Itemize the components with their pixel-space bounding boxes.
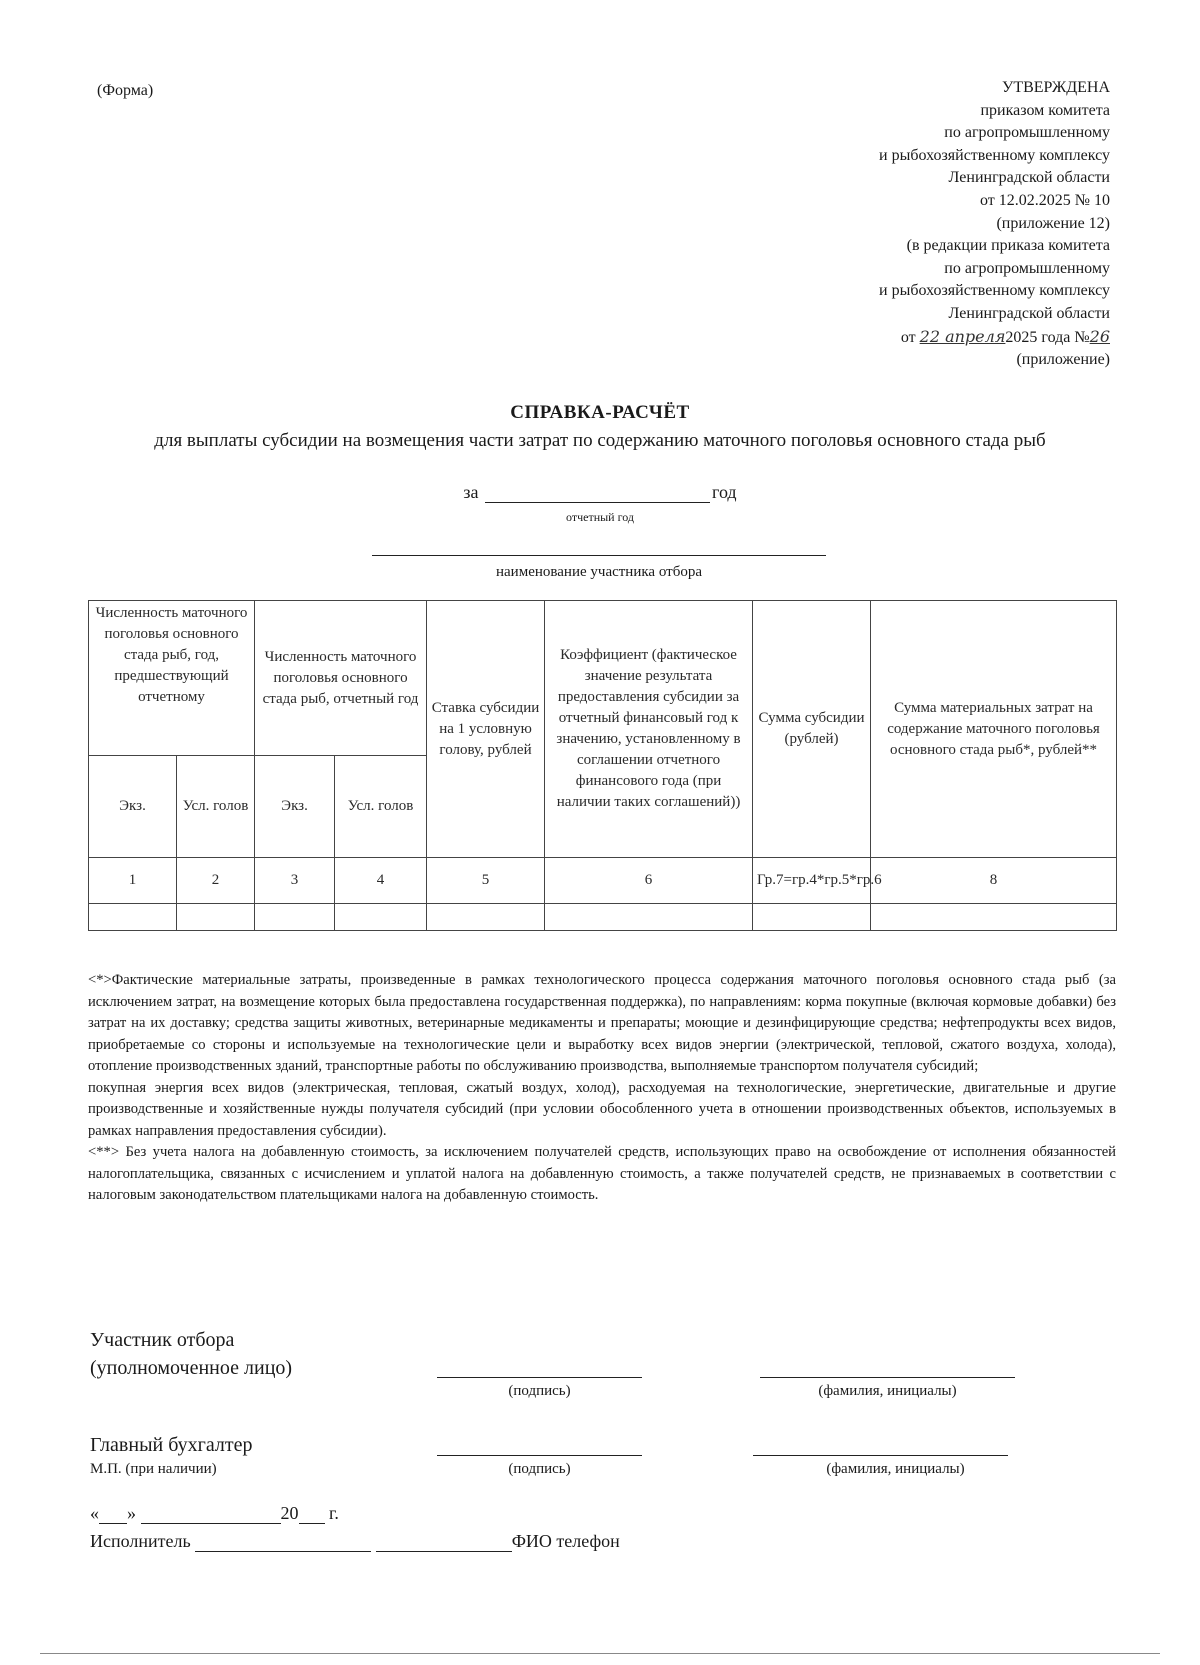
accountant-name-blank[interactable]: [753, 1455, 1008, 1456]
column-number: 2: [177, 858, 255, 904]
participant-signature-blank[interactable]: [437, 1377, 642, 1378]
header-material-costs: Сумма материальных затрат на содержание маточного поголовья основного стада рыб*, рублей**: [871, 601, 1117, 858]
executor-signature-blank[interactable]: [195, 1534, 371, 1552]
approval-line: Ленинградской области: [948, 169, 1110, 187]
column-number: 6: [545, 858, 753, 904]
day-blank[interactable]: [99, 1506, 127, 1524]
footnote-1-cont: покупная энергия всех видов (электрическая, тепловая, сжатый воздух, холод), расходуемая на технологические, энергетические, двигательные и другие производственные и хозяйственные нужды получателя субсидий (при условии обособленного учета в отношении производственных объектов, используемых в рамках направления предоставления субсидии).: [88, 1079, 1116, 1139]
calculation-table: [88, 600, 1117, 931]
approval-line: по агропромышленному: [944, 259, 1110, 277]
approval-line: приказом комитета: [980, 101, 1110, 119]
approval-line: и рыбохозяйственному комплексу: [879, 282, 1110, 300]
month-blank[interactable]: [141, 1506, 281, 1524]
table-row: [89, 904, 1117, 931]
subheader-ekz: Экз.: [255, 756, 335, 858]
executor-row: [90, 1531, 620, 1552]
column-number: 5: [427, 858, 545, 904]
name-caption: (фамилия, инициалы): [818, 1383, 957, 1399]
period-caption: отчетный год: [566, 510, 634, 524]
period-row: [0, 482, 1200, 503]
column-number: 3: [255, 858, 335, 904]
footnote-2: <**> Без учета налога на добавленную стоимость, за исключением получателей средств, использующих право на освобождение от исполнения обязанностей налогоплательщика, связанных с исчислением и уплатой налога на добавленную стоимость, а также получателей средств, не признаваемых в соответствии с налоговым законодательством плательщиками налога на добавленную стоимость.: [88, 1144, 1116, 1203]
table-cell[interactable]: [89, 904, 177, 931]
accountant-label: Главный бухгалтер: [90, 1434, 253, 1456]
participant-label: [90, 1326, 292, 1382]
approval-line: Ленинградской области: [948, 304, 1110, 322]
header-subsidy-rate: Ставка субсидии на 1 условную голову, рублей: [427, 601, 545, 858]
handwritten-date: 22 апреля: [919, 326, 1006, 346]
executor-label: Исполнитель: [90, 1531, 191, 1551]
table-cell[interactable]: [427, 904, 545, 931]
column-number: 4: [335, 858, 427, 904]
scan-edge-line: [40, 1653, 1160, 1654]
executor-suffix: ФИО телефон: [511, 1531, 620, 1551]
date-open-quote: «: [90, 1503, 99, 1523]
table-cell[interactable]: [335, 904, 427, 931]
name-caption: (фамилия, инициалы): [826, 1461, 965, 1477]
approval-date-line: [670, 326, 1110, 350]
header-subsidy-sum: Сумма субсидии (рублей): [753, 601, 871, 858]
handwritten-number: 26: [1089, 326, 1110, 346]
year-blank[interactable]: [299, 1506, 325, 1524]
period-prefix: за: [463, 482, 479, 502]
header-report-year-count: Численность маточного поголовья основного стада рыб, отчетный год: [255, 601, 427, 756]
participant-name-blank[interactable]: [760, 1377, 1015, 1378]
date-close-quote: »: [127, 1503, 136, 1523]
participant-label-line: (уполномоченное лицо): [90, 1357, 293, 1379]
document-subtitle: для выплаты субсидии на возмещения части затрат по содержанию маточного поголовья основного стада рыб: [154, 430, 1046, 451]
table-cell[interactable]: [753, 904, 871, 931]
document-title: СПРАВКА-РАСЧЁТ: [510, 402, 690, 423]
date-row: [90, 1503, 339, 1524]
period-blank[interactable]: [485, 484, 710, 503]
table-cell[interactable]: [545, 904, 753, 931]
year-prefix: 20: [280, 1503, 299, 1523]
approval-date-prefix: от: [900, 328, 920, 346]
table-cell[interactable]: [255, 904, 335, 931]
header-coefficient: Коэффициент (фактическое значение результата предоставления субсидии за отчетный финансовый год к значению, установленному в соглашении отчетного финансового года (при наличии таких соглашений)): [545, 601, 753, 858]
form-label: (Форма): [97, 82, 154, 99]
approval-line: по агропромышленному: [944, 124, 1110, 142]
approval-block: [670, 77, 1110, 372]
participant-caption: наименование участника отбора: [496, 564, 702, 580]
participant-name-blank[interactable]: [372, 555, 826, 556]
approval-line: и рыбохозяйственному комплексу: [879, 146, 1110, 164]
table-cell[interactable]: [177, 904, 255, 931]
participant-label-line: Участник отбора: [90, 1329, 235, 1351]
accountant-signature-blank[interactable]: [437, 1455, 642, 1456]
year-suffix: г.: [329, 1503, 339, 1523]
footnote-1: <*>Фактические материальные затраты, произведенные в рамках технологического процесса содержания маточного поголовья основного стада рыб (за исключением затрат, на возмещение которых была предоставлена государственная поддержка), по направлениям: корма покупные (включая кормовые добавки) без затрат на их доставку; средства защиты животных, ветеринарные медикаменты и препараты; моющие и дезинфицирующие средства; нефтепродукты всех видов, приобретаемые со стороны и используемые на технологические цели и выработку всех видов энергии (электрической, тепловой, сжатого воздуха, холода), отопление производственных зданий, транспортные работы по обслуживанию производства, выполняемые транспортом получателя субсидий;: [88, 972, 1116, 1074]
approval-line: (приложение 12): [996, 214, 1110, 232]
header-prev-year-count: Численность маточного поголовья основного стада рыб, год, предшествующий отчетному: [89, 601, 255, 756]
subheader-usl-golov: Усл. голов: [335, 756, 427, 858]
signature-caption: (подпись): [508, 1461, 571, 1477]
approval-line: (в редакции приказа комитета: [906, 237, 1110, 255]
column-number: 8: [871, 858, 1117, 904]
approval-line: от 12.02.2025 № 10: [979, 191, 1110, 209]
column-number: Гр.7=гр.4*гр.5*гр.6: [753, 858, 871, 904]
footnotes: [88, 970, 1116, 1207]
executor-name-blank[interactable]: [376, 1534, 512, 1552]
approval-line: УТВЕРЖДЕНА: [1001, 79, 1110, 96]
approval-date-middle: 2025 года №: [1005, 328, 1090, 346]
period-suffix: год: [712, 482, 737, 502]
subheader-ekz: Экз.: [89, 756, 177, 858]
signature-caption: (подпись): [508, 1383, 571, 1399]
subheader-usl-golov: Усл. голов: [177, 756, 255, 858]
approval-appendix: (приложение): [1016, 351, 1110, 369]
column-number: 1: [89, 858, 177, 904]
table-cell[interactable]: [871, 904, 1117, 931]
seal-label: М.П. (при наличии): [90, 1461, 217, 1477]
